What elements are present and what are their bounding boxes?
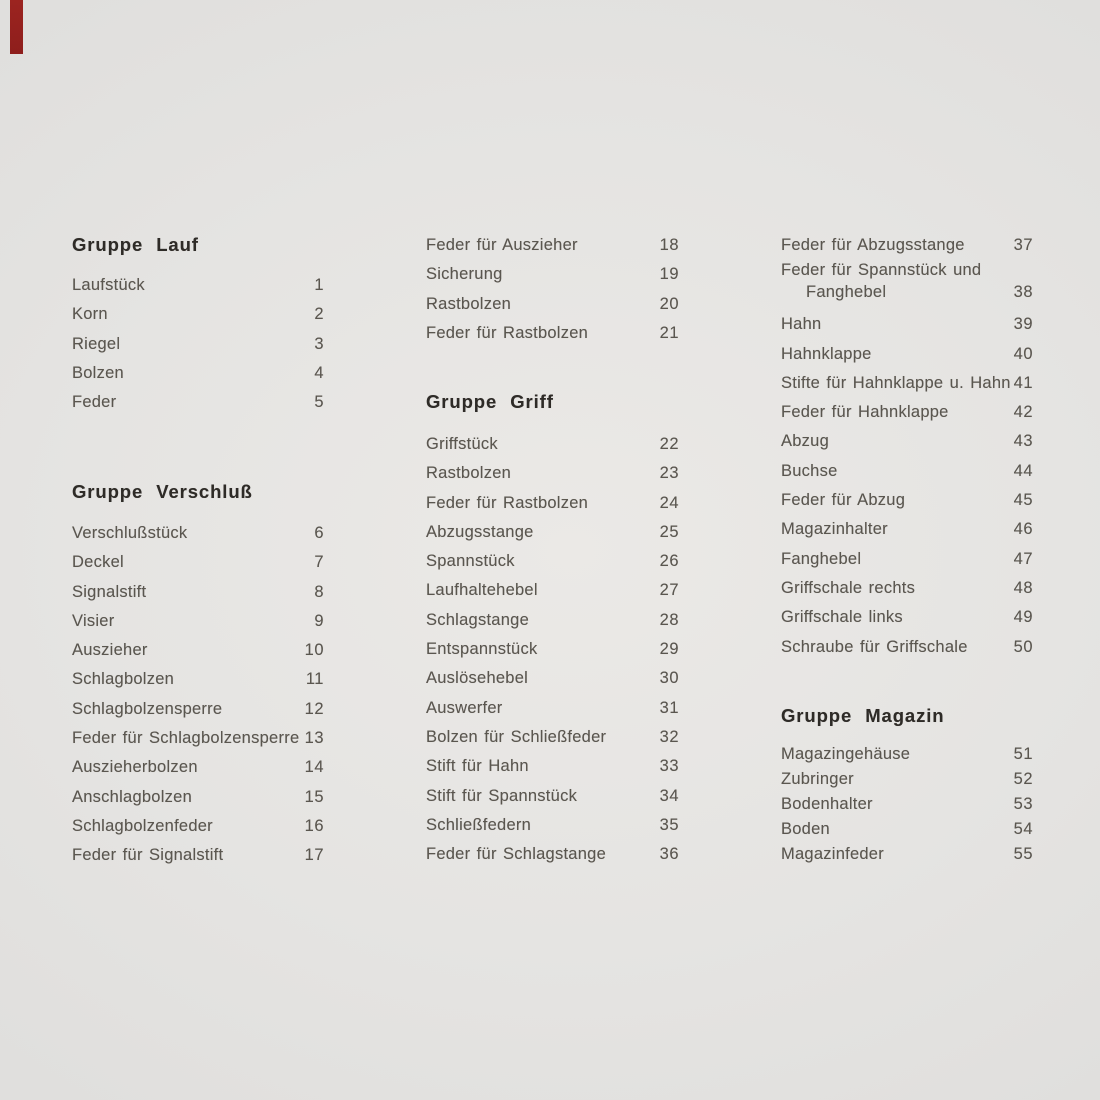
- list-item: [781, 742, 1033, 767]
- list-item: [72, 753, 324, 782]
- item-number: 49: [1013, 608, 1033, 627]
- list-item: [781, 457, 1033, 486]
- item-label: Hahn: [781, 315, 822, 334]
- list-item: [781, 574, 1033, 603]
- column-left: [72, 0, 324, 1100]
- list-item: [426, 547, 679, 576]
- item-number: 52: [1013, 770, 1033, 789]
- item-number: 26: [659, 552, 679, 571]
- list-item: [72, 388, 324, 417]
- item-label: Rastbolzen: [426, 464, 512, 483]
- list-item: [72, 841, 324, 870]
- item-number: 22: [659, 435, 679, 453]
- list-item: [781, 310, 1033, 339]
- list-item: [426, 518, 679, 547]
- item-label: Deckel: [72, 553, 124, 572]
- item-number: 48: [1013, 578, 1033, 597]
- item-number: 14: [304, 758, 324, 777]
- item-label: Boden: [781, 820, 830, 839]
- item-label: Entspannstück: [426, 640, 538, 659]
- item-label: Hahnklappe: [781, 344, 872, 363]
- item-number: 16: [304, 816, 324, 835]
- item-number: 7: [314, 553, 324, 572]
- section-gruppe-magazin: [781, 701, 1033, 867]
- item-label: Magazingehäuse: [781, 745, 911, 763]
- item-label: Auszieher: [72, 641, 148, 660]
- column-middle: [426, 0, 679, 1100]
- list-item: [426, 231, 679, 260]
- list-item: [781, 398, 1033, 427]
- item-number: 9: [314, 611, 324, 630]
- item-number: 23: [659, 464, 679, 483]
- item-number: 35: [659, 815, 679, 834]
- item-label: Feder für Abzugsstange: [781, 236, 965, 254]
- column-right: [781, 0, 1033, 1100]
- list-item: [72, 636, 324, 665]
- item-number: 27: [659, 581, 679, 600]
- item-label: Verschlußstück: [72, 524, 188, 542]
- list-item: [426, 489, 679, 518]
- item-number: 32: [659, 727, 679, 746]
- item-label: Bolzen: [72, 363, 124, 382]
- item-label: Signalstift: [72, 582, 147, 601]
- section-verschluss-continued: [426, 231, 679, 348]
- list-item: [72, 812, 324, 841]
- list-item: [781, 633, 1033, 662]
- list-item: [426, 635, 679, 664]
- list-item: [426, 811, 679, 840]
- item-number: 28: [659, 610, 679, 629]
- item-number: 38: [1013, 282, 1033, 301]
- bookmark-ribbon: [10, 0, 23, 54]
- item-label: Magazinhalter: [781, 520, 888, 539]
- list-item: [72, 607, 324, 636]
- item-label: Griffschale rechts: [781, 578, 916, 597]
- list-item: [426, 576, 679, 605]
- item-label: Feder für Auszieher: [426, 236, 578, 254]
- item-label: Magazinfeder: [781, 845, 884, 864]
- item-label: Laufhaltehebel: [426, 581, 538, 600]
- item-number: 20: [659, 294, 679, 313]
- list-item: [781, 515, 1033, 544]
- item-label: Bolzen für Schließfeder: [426, 727, 607, 746]
- list-item: [72, 519, 324, 548]
- section-heading: Gruppe Griff: [426, 391, 554, 412]
- item-label: Riegel: [72, 334, 121, 353]
- item-number: 31: [659, 698, 679, 717]
- section-gruppe-griff: [426, 387, 679, 869]
- parts-list: [426, 231, 679, 348]
- item-number: 18: [659, 236, 679, 254]
- item-label: Feder für Schlagbolzensperre: [72, 729, 300, 748]
- item-label: Spannstück: [426, 552, 515, 571]
- item-number: 51: [1013, 745, 1033, 763]
- section-heading: Gruppe Magazin: [781, 705, 945, 726]
- list-item: [781, 427, 1033, 456]
- item-label: Rastbolzen: [426, 294, 512, 313]
- item-label: Schließfedern: [426, 815, 532, 834]
- list-item: [72, 548, 324, 577]
- item-label: Stift für Hahn: [426, 757, 529, 776]
- item-number: 19: [659, 265, 679, 284]
- list-item: [781, 340, 1033, 369]
- list-item: [72, 271, 324, 300]
- item-number: 46: [1013, 520, 1033, 539]
- list-item: [781, 260, 1033, 303]
- item-label: Feder für Abzug: [781, 491, 906, 510]
- list-item: [426, 664, 679, 693]
- list-item: [781, 792, 1033, 817]
- item-label: Schlagbolzensperre: [72, 699, 223, 718]
- list-item: [781, 369, 1033, 398]
- list-item: [72, 724, 324, 753]
- item-label: Auslösehebel: [426, 669, 529, 688]
- item-number: 13: [304, 729, 324, 748]
- item-label: Schlagstange: [426, 610, 529, 629]
- item-number: 21: [659, 323, 679, 342]
- item-label: Schlagbolzenfeder: [72, 816, 213, 835]
- list-item: [781, 842, 1033, 867]
- item-label: Laufstück: [72, 276, 145, 294]
- item-number: 45: [1013, 491, 1033, 510]
- item-label: Stifte für Hahnklappe u. Hahn: [781, 373, 1011, 392]
- item-number: 54: [1013, 820, 1033, 839]
- item-label: Visier: [72, 611, 115, 630]
- parts-list: [781, 742, 1033, 867]
- list-item: [781, 767, 1033, 792]
- list-item: [426, 459, 679, 488]
- parts-list: [72, 271, 324, 417]
- list-item: [72, 359, 324, 388]
- item-number: 29: [659, 640, 679, 659]
- list-item: [426, 694, 679, 723]
- list-item: [426, 782, 679, 811]
- item-label: Abzug: [781, 432, 830, 451]
- list-item: [426, 752, 679, 781]
- item-number: 50: [1013, 637, 1033, 656]
- item-label: Feder für Hahnklappe: [781, 403, 949, 422]
- list-item: [781, 545, 1033, 574]
- list-item: [781, 486, 1033, 515]
- list-item: [426, 430, 679, 459]
- section-gruppe-lauf: [72, 230, 324, 417]
- item-label: Buchse: [781, 461, 838, 480]
- item-label: Auszieherbolzen: [72, 758, 198, 777]
- item-label: Abzugsstange: [426, 522, 534, 541]
- section-griff-continued: [781, 231, 1033, 662]
- item-number: 39: [1013, 315, 1033, 334]
- item-label: Griffstück: [426, 435, 498, 453]
- section-heading: Gruppe Verschluß: [72, 481, 253, 502]
- item-label: Korn: [72, 305, 108, 324]
- item-number: 36: [659, 845, 679, 864]
- item-number: 8: [314, 582, 324, 601]
- list-item: [72, 578, 324, 607]
- parts-list: [72, 519, 324, 871]
- item-number: 37: [1013, 236, 1033, 254]
- list-item: [72, 300, 324, 329]
- list-item: [781, 231, 1033, 260]
- item-label: Stift für Spannstück: [426, 786, 578, 805]
- item-number: 5: [314, 393, 324, 412]
- list-item: [781, 603, 1033, 632]
- list-item: [72, 330, 324, 359]
- item-label: Auswerfer: [426, 698, 503, 717]
- list-item: [781, 817, 1033, 842]
- list-item: [426, 606, 679, 635]
- list-item: [72, 695, 324, 724]
- item-label: Feder für Signalstift: [72, 846, 224, 865]
- list-item: [426, 319, 679, 348]
- item-label: Griffschale links: [781, 608, 903, 627]
- item-number: 53: [1013, 795, 1033, 814]
- item-number: 30: [659, 669, 679, 688]
- parts-list: [781, 231, 1033, 662]
- section-gruppe-verschluss: [72, 477, 324, 871]
- item-label: Feder für Rastbolzen: [426, 493, 589, 512]
- item-number: 47: [1013, 549, 1033, 568]
- item-number: 33: [659, 757, 679, 776]
- list-item: [426, 260, 679, 289]
- item-number: 42: [1013, 403, 1033, 422]
- item-number: 3: [314, 334, 324, 353]
- item-number: 2: [314, 305, 324, 324]
- item-number: 34: [659, 786, 679, 805]
- list-item: [72, 783, 324, 812]
- item-number: 43: [1013, 432, 1033, 451]
- item-label: Feder für Spannstück und Fanghebel: [781, 261, 982, 301]
- item-number: 15: [304, 787, 324, 806]
- item-number: 25: [659, 522, 679, 541]
- item-label: Fanghebel: [781, 549, 862, 568]
- item-number: 11: [305, 670, 324, 689]
- section-heading: Gruppe Lauf: [72, 234, 199, 255]
- item-number: 55: [1013, 845, 1033, 864]
- item-label: Bodenhalter: [781, 795, 873, 814]
- item-number: 41: [1013, 373, 1033, 392]
- list-item: [72, 665, 324, 694]
- item-number: 6: [314, 524, 324, 542]
- item-label: Zubringer: [781, 770, 854, 789]
- item-number: 12: [304, 699, 324, 718]
- list-item: [426, 840, 679, 869]
- item-number: 44: [1013, 461, 1033, 480]
- item-label: Sicherung: [426, 265, 503, 284]
- item-number: 10: [304, 641, 324, 660]
- list-item: [426, 723, 679, 752]
- list-item: [426, 290, 679, 319]
- item-label: Feder für Rastbolzen: [426, 323, 589, 342]
- item-number: 24: [659, 493, 679, 512]
- item-label: Feder: [72, 393, 117, 412]
- item-label: Feder für Schlagstange: [426, 845, 607, 864]
- item-number: 1: [314, 276, 324, 294]
- item-label: Schraube für Griffschale: [781, 637, 968, 656]
- item-number: 4: [314, 363, 324, 382]
- item-number: 17: [304, 846, 324, 865]
- item-label: Anschlagbolzen: [72, 787, 192, 806]
- parts-list: [426, 430, 679, 869]
- item-label: Schlagbolzen: [72, 670, 175, 689]
- item-number: 40: [1013, 344, 1033, 363]
